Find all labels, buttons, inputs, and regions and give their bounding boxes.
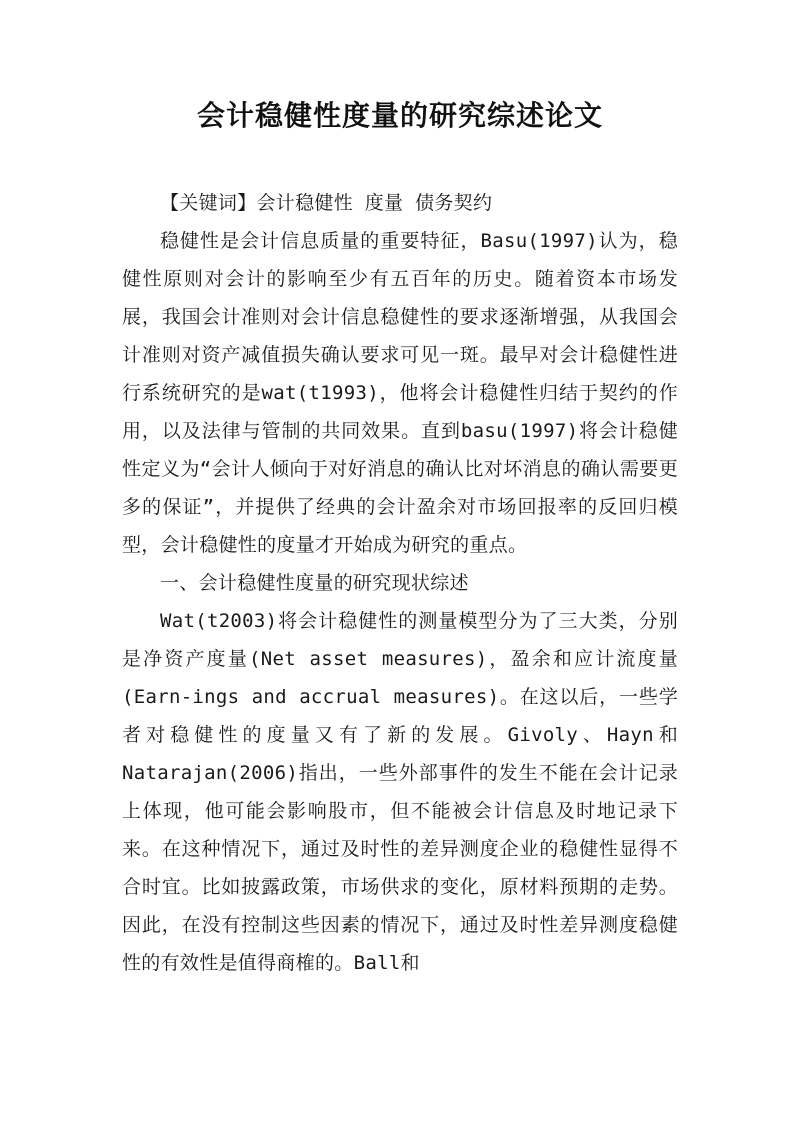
document-title: 会计稳健性度量的研究综述论文 — [196, 99, 603, 132]
section-paragraph: Wat(t2003)将会计稳健性的测量模型分为了三大类，分别是净资产度量(Net asset measures)，盈余和应计流度量(Earn-ings and accrual measures)。在这以后，一些学者对稳健性的度量又有了新的发展。Givoly、Hayn和Natarajan(2006)指出，一些外部事件的发生不能在会计记录上体现，他可能会影响股市，但不能被会计信息及时地记录下来。在这种情况下，通过及时性的差异测度企业的稳健性显得不合时宜。比如披露政策，市场供求的变化，原材料预期的走势。因此，在没有控制这些因素的情况下，通过及时性差异测度稳健性的有效性是值得商榷的。Ball和 — [122, 610, 678, 974]
intro-paragraph: 稳健性是会计信息质量的重要特征，Basu(1997)认为，稳健性原则对会计的影响至少有五百年的历史。随着资本市场发展，我国会计准则对会计信息稳健性的要求逐渐增强，从我国会计准则对资产减值损失确认要求可见一斑。最早对会计稳健性进行系统研究的是wat(t1993)，他将会计稳健性归结于契约的作用，以及法律与管制的共同效果。直到basu(1997)将会计稳健性定义为“会计人倾向于对好消息的确认比对坏消息的确认需要更多的保证”，并提供了经典的会计盈余对市场回报率的反回归模型，会计稳健性的度量才开始成为研究的重点。 — [122, 230, 678, 556]
section-heading: 一、会计稳健性度量的研究现状综述 — [160, 572, 469, 594]
keywords-line: 【关键词】会计稳健性 度量 债务契约 — [160, 192, 493, 214]
document-body — [122, 184, 678, 982]
